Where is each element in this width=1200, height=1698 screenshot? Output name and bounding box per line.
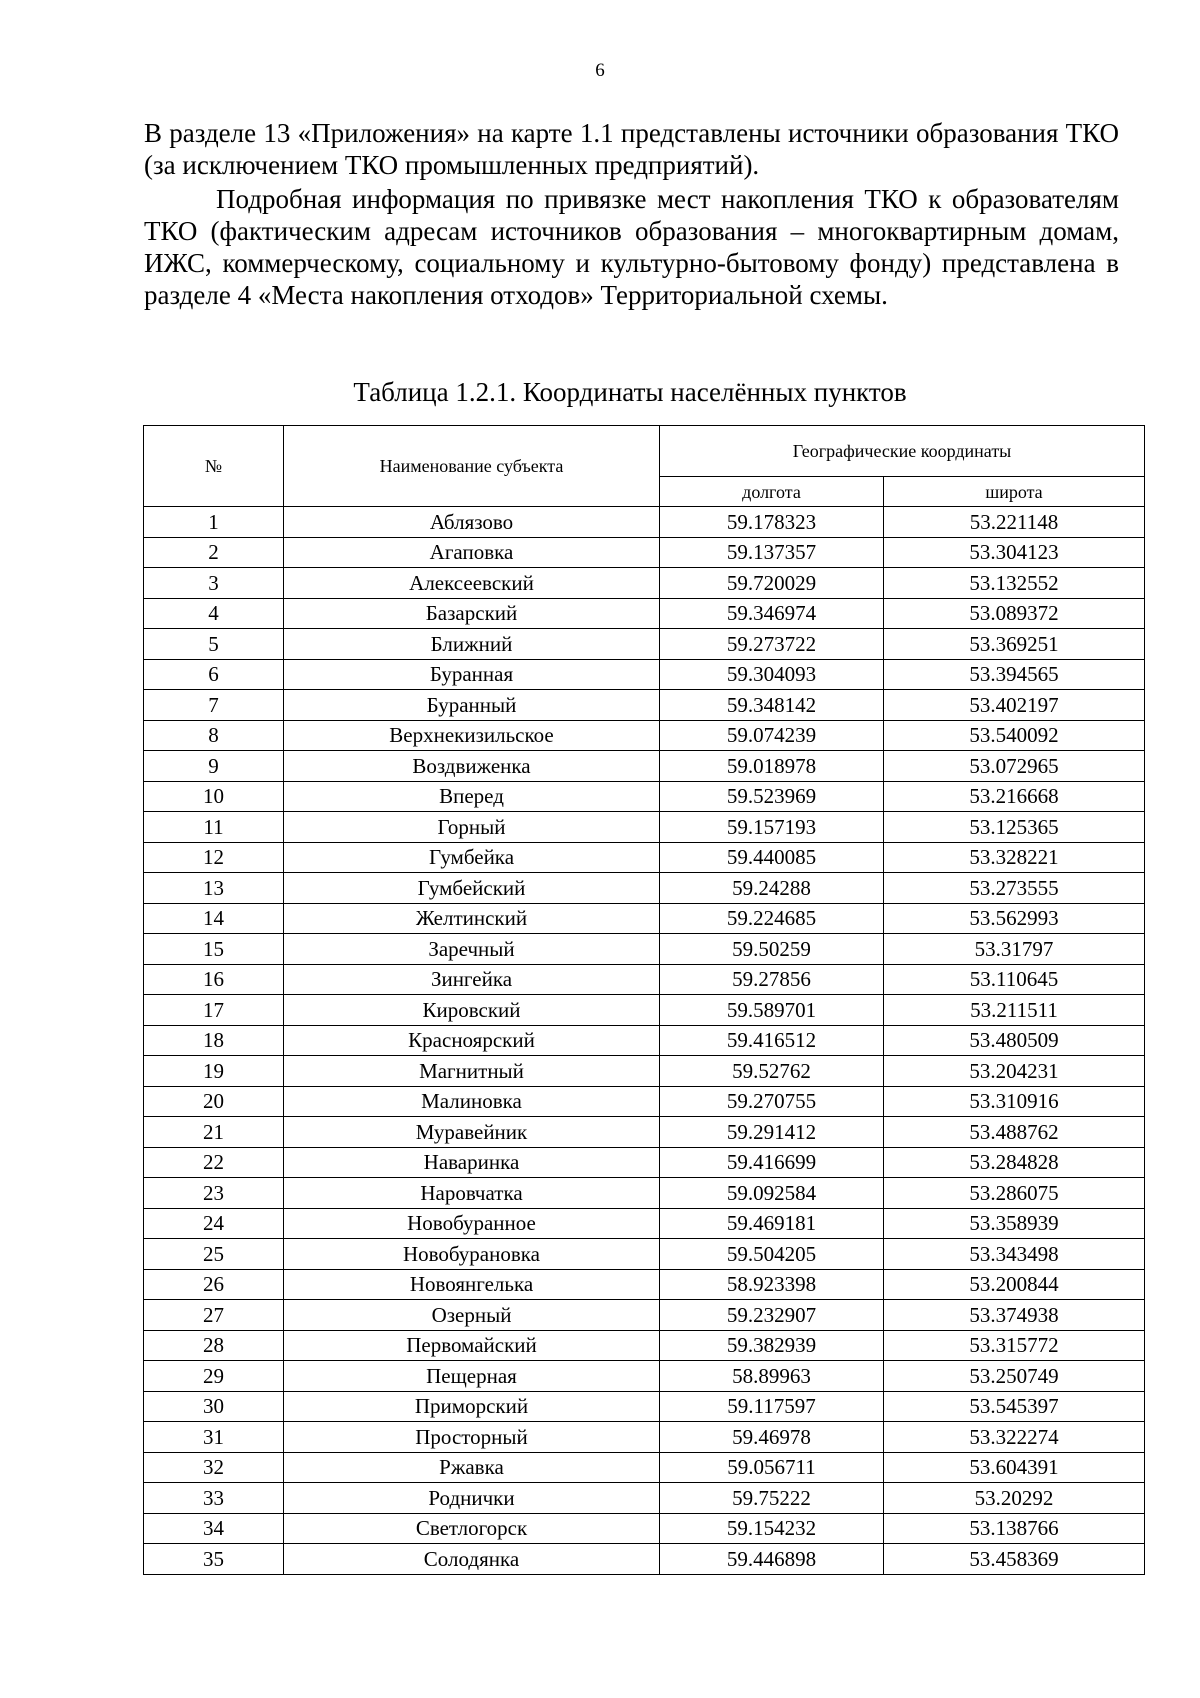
cell-latitude: 53.072965 bbox=[884, 751, 1145, 782]
cell-number: 19 bbox=[144, 1056, 284, 1087]
cell-longitude: 59.056711 bbox=[660, 1452, 884, 1483]
table-row bbox=[144, 507, 1145, 538]
table-row bbox=[144, 1025, 1145, 1056]
cell-longitude: 59.291412 bbox=[660, 1117, 884, 1148]
cell-latitude: 53.132552 bbox=[884, 568, 1145, 599]
cell-latitude: 53.110645 bbox=[884, 964, 1145, 995]
cell-latitude: 53.200844 bbox=[884, 1269, 1145, 1300]
cell-latitude: 53.273555 bbox=[884, 873, 1145, 904]
cell-latitude: 53.089372 bbox=[884, 598, 1145, 629]
cell-number: 5 bbox=[144, 629, 284, 660]
table-row bbox=[144, 903, 1145, 934]
cell-name: Заречный bbox=[284, 934, 660, 965]
cell-number: 22 bbox=[144, 1147, 284, 1178]
table-row bbox=[144, 1117, 1145, 1148]
cell-longitude: 59.52762 bbox=[660, 1056, 884, 1087]
table-row bbox=[144, 995, 1145, 1026]
cell-longitude: 59.416699 bbox=[660, 1147, 884, 1178]
cell-longitude: 58.89963 bbox=[660, 1361, 884, 1392]
cell-name: Солодянка bbox=[284, 1544, 660, 1575]
cell-longitude: 59.27856 bbox=[660, 964, 884, 995]
cell-longitude: 59.137357 bbox=[660, 537, 884, 568]
cell-number: 7 bbox=[144, 690, 284, 721]
table-row bbox=[144, 1330, 1145, 1361]
cell-number: 2 bbox=[144, 537, 284, 568]
table-row bbox=[144, 720, 1145, 751]
cell-longitude: 59.446898 bbox=[660, 1544, 884, 1575]
cell-longitude: 59.720029 bbox=[660, 568, 884, 599]
cell-latitude: 53.284828 bbox=[884, 1147, 1145, 1178]
cell-name: Буранная bbox=[284, 659, 660, 690]
table-body bbox=[144, 507, 1145, 1575]
cell-name: Первомайский bbox=[284, 1330, 660, 1361]
cell-longitude: 59.416512 bbox=[660, 1025, 884, 1056]
cell-latitude: 53.315772 bbox=[884, 1330, 1145, 1361]
table-row bbox=[144, 1208, 1145, 1239]
cell-longitude: 59.154232 bbox=[660, 1513, 884, 1544]
cell-latitude: 53.545397 bbox=[884, 1391, 1145, 1422]
table-row bbox=[144, 1239, 1145, 1270]
cell-latitude: 53.358939 bbox=[884, 1208, 1145, 1239]
cell-longitude: 59.304093 bbox=[660, 659, 884, 690]
cell-number: 10 bbox=[144, 781, 284, 812]
cell-longitude: 59.382939 bbox=[660, 1330, 884, 1361]
cell-latitude: 53.540092 bbox=[884, 720, 1145, 751]
cell-longitude: 59.117597 bbox=[660, 1391, 884, 1422]
cell-latitude: 53.286075 bbox=[884, 1178, 1145, 1209]
cell-number: 14 bbox=[144, 903, 284, 934]
cell-longitude: 59.469181 bbox=[660, 1208, 884, 1239]
cell-number: 15 bbox=[144, 934, 284, 965]
cell-longitude: 59.157193 bbox=[660, 812, 884, 843]
table-row bbox=[144, 690, 1145, 721]
cell-number: 12 bbox=[144, 842, 284, 873]
table-row bbox=[144, 1147, 1145, 1178]
cell-name: Пещерная bbox=[284, 1361, 660, 1392]
cell-longitude: 59.440085 bbox=[660, 842, 884, 873]
table-row bbox=[144, 1269, 1145, 1300]
table-row bbox=[144, 1086, 1145, 1117]
cell-number: 6 bbox=[144, 659, 284, 690]
cell-number: 9 bbox=[144, 751, 284, 782]
cell-name: Горный bbox=[284, 812, 660, 843]
cell-number: 29 bbox=[144, 1361, 284, 1392]
cell-latitude: 53.458369 bbox=[884, 1544, 1145, 1575]
cell-name: Ближний bbox=[284, 629, 660, 660]
cell-number: 3 bbox=[144, 568, 284, 599]
cell-number: 18 bbox=[144, 1025, 284, 1056]
cell-name: Муравейник bbox=[284, 1117, 660, 1148]
table-row bbox=[144, 1422, 1145, 1453]
cell-longitude: 59.75222 bbox=[660, 1483, 884, 1514]
table-row bbox=[144, 812, 1145, 843]
table-row bbox=[144, 751, 1145, 782]
cell-longitude: 59.504205 bbox=[660, 1239, 884, 1270]
table-row bbox=[144, 568, 1145, 599]
cell-longitude: 59.074239 bbox=[660, 720, 884, 751]
cell-latitude: 53.310916 bbox=[884, 1086, 1145, 1117]
cell-longitude: 59.018978 bbox=[660, 751, 884, 782]
cell-number: 26 bbox=[144, 1269, 284, 1300]
cell-name: Алексеевский bbox=[284, 568, 660, 599]
cell-name: Вперед bbox=[284, 781, 660, 812]
cell-latitude: 53.488762 bbox=[884, 1117, 1145, 1148]
cell-name: Просторный bbox=[284, 1422, 660, 1453]
intro-paragraph: В разделе 13 «Приложения» на карте 1.1 представлены источники образования ТКО (за исключением ТКО промышленных предприятий). bbox=[144, 118, 1119, 180]
table-row bbox=[144, 598, 1145, 629]
table-row bbox=[144, 1544, 1145, 1575]
cell-name: Кировский bbox=[284, 995, 660, 1026]
cell-name: Гумбейский bbox=[284, 873, 660, 904]
header-longitude: долгота bbox=[660, 477, 884, 507]
table-row bbox=[144, 1178, 1145, 1209]
cell-number: 25 bbox=[144, 1239, 284, 1270]
cell-number: 35 bbox=[144, 1544, 284, 1575]
cell-name: Приморский bbox=[284, 1391, 660, 1422]
cell-name: Гумбейка bbox=[284, 842, 660, 873]
table-row bbox=[144, 781, 1145, 812]
cell-number: 23 bbox=[144, 1178, 284, 1209]
cell-longitude: 59.178323 bbox=[660, 507, 884, 538]
cell-number: 17 bbox=[144, 995, 284, 1026]
cell-longitude: 59.589701 bbox=[660, 995, 884, 1026]
cell-name: Аблязово bbox=[284, 507, 660, 538]
table-row bbox=[144, 842, 1145, 873]
table-row bbox=[144, 1300, 1145, 1331]
cell-latitude: 53.211511 bbox=[884, 995, 1145, 1026]
cell-name: Светлогорск bbox=[284, 1513, 660, 1544]
table-row bbox=[144, 1483, 1145, 1514]
cell-number: 28 bbox=[144, 1330, 284, 1361]
cell-number: 8 bbox=[144, 720, 284, 751]
cell-longitude: 58.923398 bbox=[660, 1269, 884, 1300]
cell-name: Роднички bbox=[284, 1483, 660, 1514]
cell-longitude: 59.24288 bbox=[660, 873, 884, 904]
table-row bbox=[144, 1452, 1145, 1483]
cell-latitude: 53.562993 bbox=[884, 903, 1145, 934]
cell-name: Воздвиженка bbox=[284, 751, 660, 782]
cell-latitude: 53.374938 bbox=[884, 1300, 1145, 1331]
header-number: № bbox=[144, 426, 284, 507]
cell-number: 20 bbox=[144, 1086, 284, 1117]
cell-name: Красноярский bbox=[284, 1025, 660, 1056]
cell-name: Буранный bbox=[284, 690, 660, 721]
cell-longitude: 59.270755 bbox=[660, 1086, 884, 1117]
cell-latitude: 53.322274 bbox=[884, 1422, 1145, 1453]
table-row bbox=[144, 1513, 1145, 1544]
cell-longitude: 59.348142 bbox=[660, 690, 884, 721]
cell-latitude: 53.250749 bbox=[884, 1361, 1145, 1392]
cell-latitude: 53.402197 bbox=[884, 690, 1145, 721]
table-row bbox=[144, 537, 1145, 568]
cell-name: Желтинский bbox=[284, 903, 660, 934]
details-paragraph: Подробная информация по привязке мест накопления ТКО к образователям ТКО (фактическим адресам источников образования – многоквартирным домам, ИЖС, коммерческому, социальному и культурно-бытовому фонду) представлена в разделе 4 «Места накопления отходов» Территориальной схемы. bbox=[144, 184, 1119, 310]
cell-number: 33 bbox=[144, 1483, 284, 1514]
cell-name: Новоянгелька bbox=[284, 1269, 660, 1300]
cell-latitude: 53.31797 bbox=[884, 934, 1145, 965]
cell-name: Наровчатка bbox=[284, 1178, 660, 1209]
header-coordinates: Географические координаты bbox=[660, 426, 1145, 477]
cell-latitude: 53.304123 bbox=[884, 537, 1145, 568]
cell-number: 13 bbox=[144, 873, 284, 904]
cell-name: Агаповка bbox=[284, 537, 660, 568]
cell-longitude: 59.50259 bbox=[660, 934, 884, 965]
cell-latitude: 53.480509 bbox=[884, 1025, 1145, 1056]
cell-latitude: 53.221148 bbox=[884, 507, 1145, 538]
cell-latitude: 53.369251 bbox=[884, 629, 1145, 660]
table-row bbox=[144, 1391, 1145, 1422]
table-header bbox=[144, 426, 1145, 507]
cell-longitude: 59.092584 bbox=[660, 1178, 884, 1209]
cell-latitude: 53.394565 bbox=[884, 659, 1145, 690]
cell-name: Верхнекизильское bbox=[284, 720, 660, 751]
cell-longitude: 59.273722 bbox=[660, 629, 884, 660]
cell-latitude: 53.125365 bbox=[884, 812, 1145, 843]
cell-number: 27 bbox=[144, 1300, 284, 1331]
page-number: 6 bbox=[595, 60, 605, 81]
cell-number: 11 bbox=[144, 812, 284, 843]
cell-name: Ржавка bbox=[284, 1452, 660, 1483]
cell-longitude: 59.346974 bbox=[660, 598, 884, 629]
cell-latitude: 53.138766 bbox=[884, 1513, 1145, 1544]
cell-longitude: 59.232907 bbox=[660, 1300, 884, 1331]
table-row bbox=[144, 629, 1145, 660]
cell-number: 1 bbox=[144, 507, 284, 538]
cell-number: 31 bbox=[144, 1422, 284, 1453]
coordinates-table bbox=[143, 425, 1145, 1575]
table-row bbox=[144, 934, 1145, 965]
table-row bbox=[144, 1056, 1145, 1087]
cell-longitude: 59.46978 bbox=[660, 1422, 884, 1453]
cell-number: 32 bbox=[144, 1452, 284, 1483]
cell-latitude: 53.204231 bbox=[884, 1056, 1145, 1087]
cell-name: Магнитный bbox=[284, 1056, 660, 1087]
cell-latitude: 53.20292 bbox=[884, 1483, 1145, 1514]
table-row bbox=[144, 659, 1145, 690]
cell-name: Наваринка bbox=[284, 1147, 660, 1178]
cell-name: Озерный bbox=[284, 1300, 660, 1331]
table-row bbox=[144, 964, 1145, 995]
header-name: Наименование субъекта bbox=[284, 426, 660, 507]
cell-latitude: 53.216668 bbox=[884, 781, 1145, 812]
cell-number: 21 bbox=[144, 1117, 284, 1148]
cell-name: Зингейка bbox=[284, 964, 660, 995]
cell-name: Новобурановка bbox=[284, 1239, 660, 1270]
cell-number: 34 bbox=[144, 1513, 284, 1544]
cell-number: 4 bbox=[144, 598, 284, 629]
cell-latitude: 53.343498 bbox=[884, 1239, 1145, 1270]
table-title: Таблица 1.2.1. Координаты населённых пунктов bbox=[353, 377, 907, 407]
cell-name: Малиновка bbox=[284, 1086, 660, 1117]
cell-name: Новобуранное bbox=[284, 1208, 660, 1239]
cell-longitude: 59.523969 bbox=[660, 781, 884, 812]
header-latitude: широта bbox=[884, 477, 1145, 507]
cell-number: 16 bbox=[144, 964, 284, 995]
cell-latitude: 53.604391 bbox=[884, 1452, 1145, 1483]
cell-number: 24 bbox=[144, 1208, 284, 1239]
table-row bbox=[144, 1361, 1145, 1392]
cell-latitude: 53.328221 bbox=[884, 842, 1145, 873]
table-row bbox=[144, 873, 1145, 904]
cell-name: Базарский bbox=[284, 598, 660, 629]
cell-longitude: 59.224685 bbox=[660, 903, 884, 934]
cell-number: 30 bbox=[144, 1391, 284, 1422]
